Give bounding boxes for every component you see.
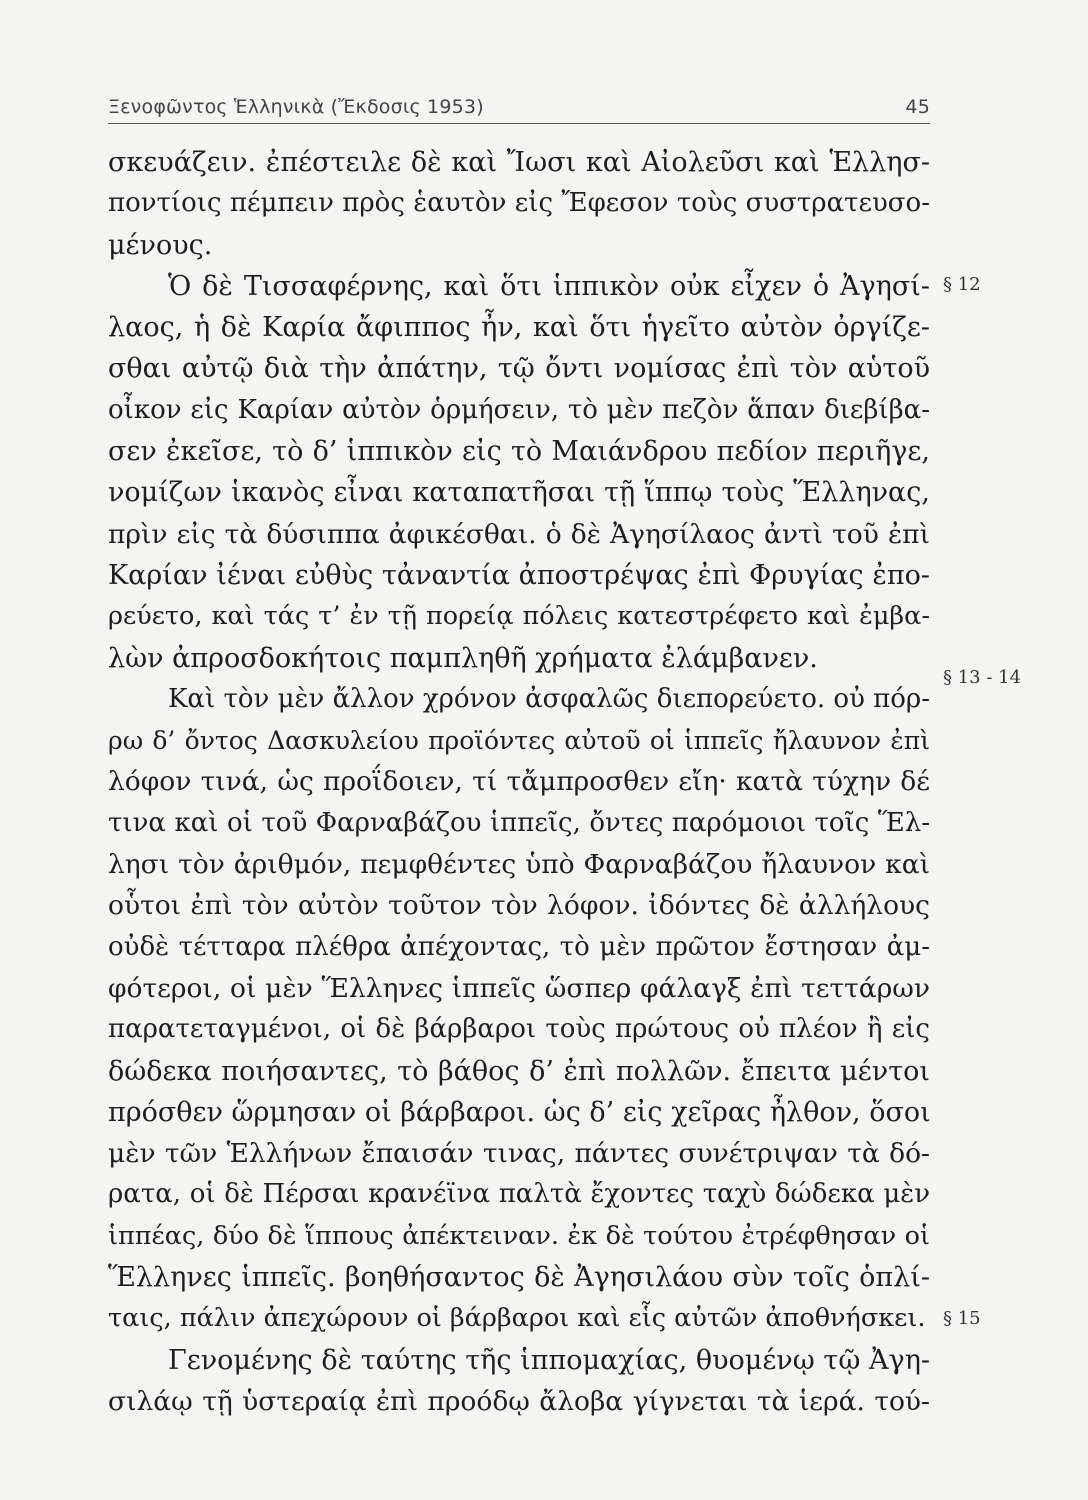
- text-line: οὗτοι ἐπὶ τὸν αὐτὸν τοῦτον τὸν λόφον. ἰδόντες δὲ ἀλλήλους: [108, 890, 930, 922]
- text-line: οἶκον εἰς Καρίαν αὐτὸν ὁρμήσειν, τὸ μὲν πεζὸν ἅπαν διεβίβα-: [108, 394, 930, 425]
- text-line: λαος, ἡ δὲ Καρία ἄφιππος ἦν, καὶ ὅτι ἡγεῖτο αὐτὸν ὀργίζε-: [108, 312, 930, 344]
- text-line: λόφον τινά, ὡς προΐδοιεν, τί τἄμπροσθεν εἴη· κατὰ τύχην δέ: [108, 766, 930, 798]
- text-line: ἱππέας, δύο δὲ ἵππους ἀπέκτειναν. ἐκ δὲ τούτου ἐτρέφθησαν οἱ: [108, 1220, 930, 1251]
- margin-reference: § 13 - 14: [943, 667, 1022, 688]
- text-line: πρὶν εἰς τὰ δύσιππα ἀφικέσθαι. ὁ δὲ Ἀγησίλαος ἀντὶ τοῦ ἐπὶ: [108, 518, 930, 550]
- text-line: ρατα, οἱ δὲ Πέρσαι κρανέϊνα παλτὰ ἔχοντες ταχὺ δώδεκα μὲν: [108, 1179, 930, 1210]
- text-line: σθαι αὐτῷ διὰ τὴν ἀπάτην, τῷ ὄντι νομίσας ἐπὶ τὸν αὑτοῦ: [108, 353, 930, 385]
- text-line: τινα καὶ οἱ τοῦ Φαρναβάζου ἱππεῖς, ὄντες παρόμοιοι τοῖς Ἕλ-: [108, 807, 930, 838]
- text-line: ποντίοις πέμπειν πρὸς ἑαυτὸν εἰς Ἔφεσον τοὺς συστρατευσο-: [108, 188, 930, 219]
- text-line: ταις, πάλιν ἀπεχώρουν οἱ βάρβαροι καὶ εἷς αὐτῶν ἀποθνήσκει.: [108, 1303, 926, 1334]
- text-line: οὐδὲ τέτταρα πλέθρα ἀπέχοντας, τὸ μὲν πρῶτον ἔστησαν ἀμ-: [108, 931, 930, 962]
- text-line: ρω δ’ ὄντος Δασκυλείου προϊόντες αὐτοῦ οἱ ἱππεῖς ἤλαυνον ἐπὶ: [108, 726, 930, 756]
- text-line: μένους.: [108, 229, 213, 261]
- page-number: 45: [905, 96, 930, 118]
- text-line: πρόσθεν ὥρμησαν οἱ βάρβαροι. ὡς δ’ εἰς χεῖρας ἦλθον, ὅσοι: [108, 1096, 931, 1128]
- text-line: λησι τὸν ἀριθμόν, πεμφθέντες ὑπὸ Φαρναβάζου ἤλαυνον καὶ: [108, 849, 930, 881]
- text-line: ρεύετο, καὶ τάς τ’ ἐν τῇ πορείᾳ πόλεις κατεστρέφετο καὶ ἐμβα-: [108, 601, 930, 632]
- text-line: δώδεκα ποιήσαντες, τὸ βάθος δ’ ἐπὶ πολλῶν. ἔπειτα μέντοι: [108, 1055, 930, 1087]
- text-line: σκευάζειν. ἐπέστειλε δὲ καὶ Ἴωσι καὶ Αἰολεῦσι καὶ Ἑλλησ-: [108, 147, 930, 178]
- text-line: σιλάῳ τῇ ὑστεραίᾳ ἐπὶ προόδῳ ἄλοβα γίγνεται τὰ ἱερά. τού-: [108, 1385, 930, 1417]
- margin-reference: § 12: [943, 274, 981, 295]
- header-rule: [108, 123, 930, 124]
- text-line: Καρίαν ἰέναι εὐθὺς τἀναντία ἀποστρέψας ἐπὶ Φρυγίας ἐπο-: [108, 559, 930, 591]
- text-line: Καὶ τὸν μὲν ἄλλον χρόνον ἀσφαλῶς διεπορεύετο. οὐ πόρ-: [168, 683, 930, 714]
- text-line: Ἕλληνες ἱππεῖς. βοηθήσαντος δὲ Ἀγησιλάου σὺν τοῖς ὁπλί-: [108, 1262, 930, 1294]
- text-line: Ὁ δὲ Τισσαφέρνης, καὶ ὅτι ἱππικὸν οὐκ εἶχεν ὁ Ἀγησί-: [168, 270, 930, 302]
- running-head-title: Ξενοφῶντος Ἑλληνικὰ (Ἔκδοσις 1953): [108, 96, 484, 118]
- text-line: σεν ἐκεῖσε, τὸ δ’ ἱππικὸν εἰς τὸ Μαιάνδρου πεδίον περιῆγε,: [108, 436, 930, 468]
- body-text: [108, 142, 930, 1422]
- text-line: Γενομένης δὲ ταύτης τῆς ἱππομαχίας, θυομένῳ τῷ Ἀγη-: [168, 1344, 930, 1376]
- running-head: [108, 96, 930, 124]
- margin-reference: § 15: [943, 1308, 981, 1329]
- text-line: παρατεταγμένοι, οἱ δὲ βάρβαροι τοὺς πρώτους οὐ πλέον ἢ εἰς: [108, 1014, 930, 1045]
- text-line: λὼν ἀπροσδοκήτοις παμπληθῆ χρήματα ἐλάμβανεν.: [108, 642, 818, 674]
- text-line: μὲν τῶν Ἑλλήνων ἔπαισάν τινας, πάντες συνέτριψαν τὰ δό-: [108, 1138, 930, 1170]
- text-line: νομίζων ἱκανὸς εἶναι καταπατῆσαι τῇ ἵππῳ τοὺς Ἕλληνας,: [108, 477, 930, 509]
- text-line: φότεροι, οἱ μὲν Ἕλληνες ἱππεῖς ὥσπερ φάλαγξ ἐπὶ τεττάρων: [108, 972, 930, 1004]
